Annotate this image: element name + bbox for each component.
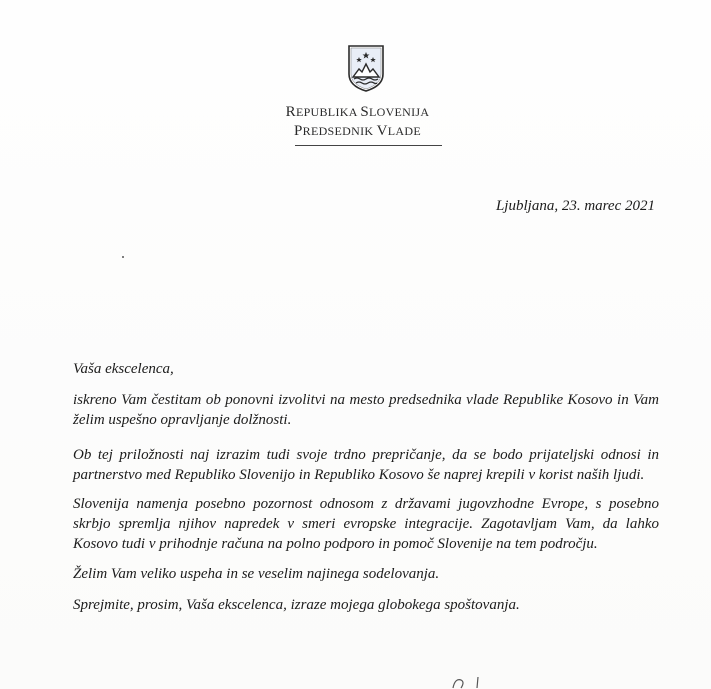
letter-paragraph-3: Slovenija namenja posebno pozornost odnosom z državami jugovzhodne Evrope, s posebno skrbjo spremlja njihov napredek v smeri evropske integracije. Zagotavljam Vam, da lahko Kosovo tudi v prihodnje računa na polno podporo in pomoč Slovenije na tem področju. — [73, 496, 659, 552]
letter-salutation: Vaša ekscelenca, — [73, 361, 174, 377]
letter-paragraph-2: Ob tej priložnosti naj izrazim tudi svoje trdno prepričanje, da se bodo prijateljski odnosi in partnerstvo med Republiko Slovenijo in Republiko Kosovo še naprej krepili v korist naših ljudi. — [73, 447, 659, 483]
letterhead-initial-s: S — [360, 104, 369, 120]
slovenia-coat-of-arms-icon — [347, 44, 385, 92]
letterhead-text-epublika: EPUBLIKA — [295, 105, 361, 119]
letterhead-text-lovenija: LOVENIJA — [368, 105, 430, 119]
letter-closing: Sprejmite, prosim, Vaša ekscelenca, izraze mojega globokega spoštovanja. — [73, 597, 520, 613]
letterhead-initial-r: R — [285, 104, 296, 120]
letterhead-text-lade: LADE — [387, 124, 421, 138]
signature-mark — [447, 672, 507, 689]
letter-paragraph-4: Želim Vam veliko uspeha in se veselim najinega sodelovanja. — [73, 566, 440, 582]
letterhead-initial-p: P — [294, 123, 303, 139]
letterhead-initial-v: V — [376, 123, 388, 139]
letterhead-republic — [2, 104, 711, 121]
letter-paragraph-1: iskreno Vam čestitam ob ponovni izvolitvi na mesto predsednika vlade Republike Kosovo in Vam želim uspešno opravljanje dolžnosti. — [73, 392, 659, 428]
letterhead-text-redsednik: REDSEDNIK — [302, 124, 377, 138]
letterhead-divider — [295, 145, 442, 146]
letter-date: Ljubljana, 23. marec 2021 — [495, 198, 655, 214]
paper-speck — [122, 256, 124, 258]
letterhead-prime-minister — [2, 123, 711, 140]
